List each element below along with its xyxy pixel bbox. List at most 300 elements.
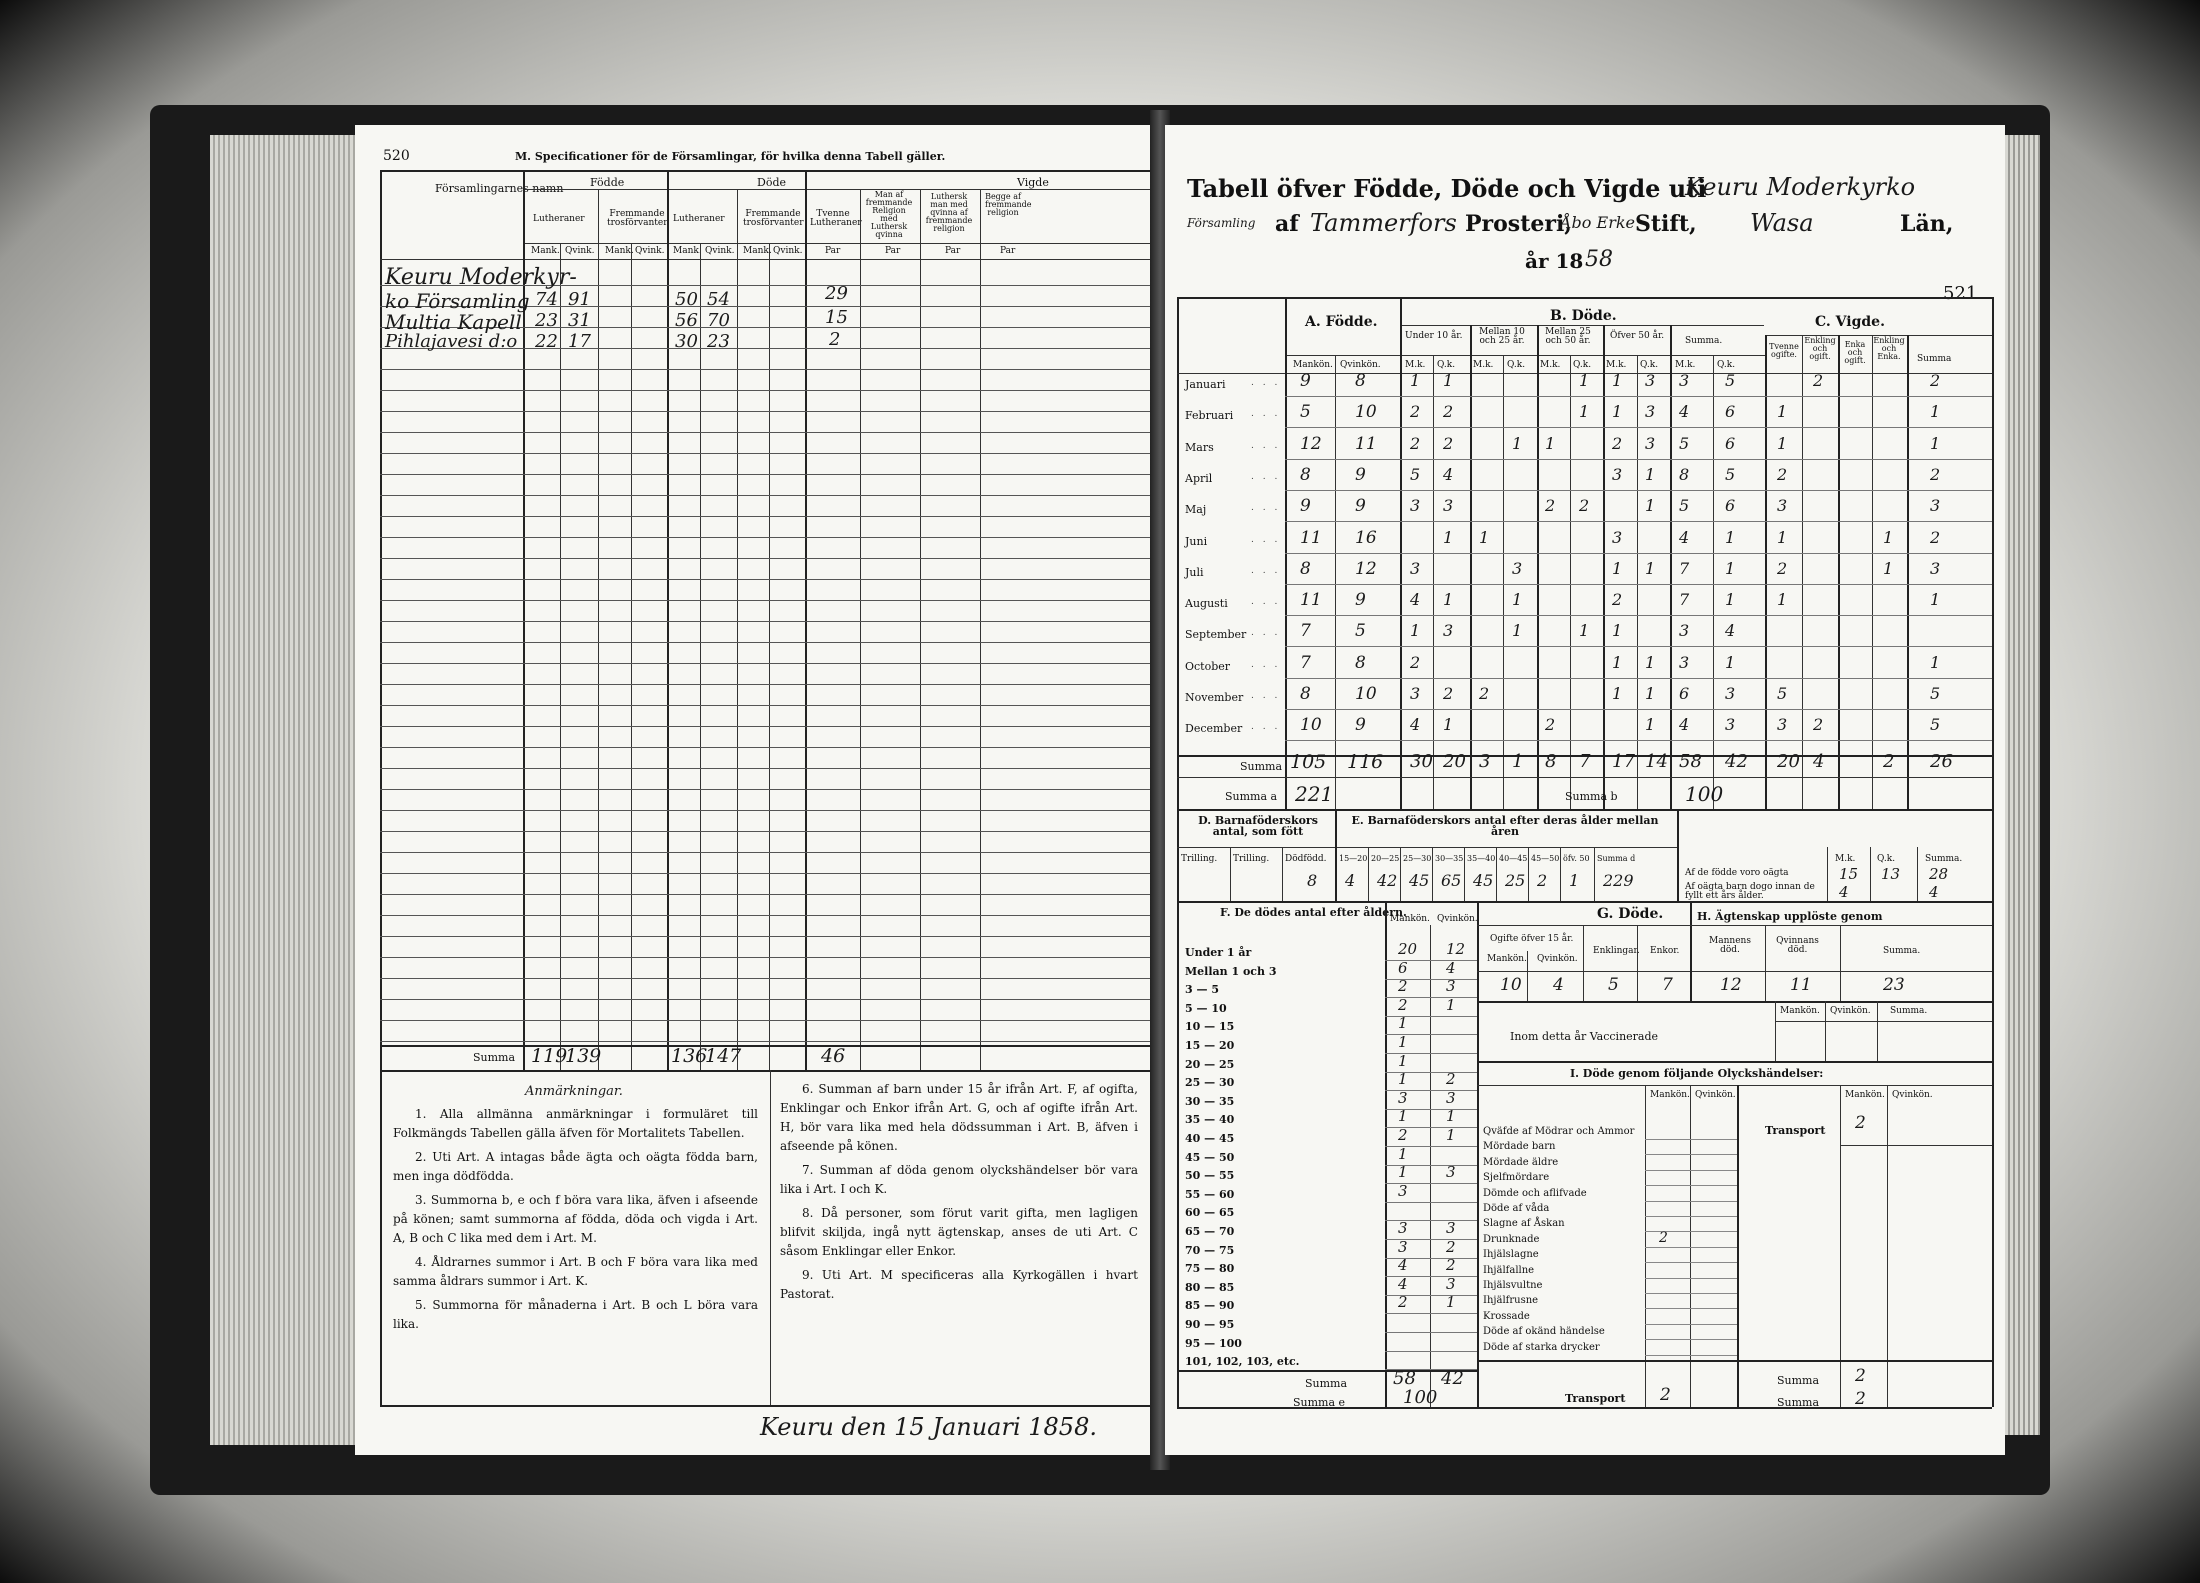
month-b-cell: 7 [1679,558,1690,578]
summa-dode-q: 147 [705,1045,742,1067]
month-b-cell: 3 [1612,527,1623,547]
month-b-cell: 1 [1612,652,1623,672]
month-c-cell: 1 [1777,590,1788,610]
accident-label: Ihjälsvultne [1483,1280,1543,1291]
e-val: 4 [1345,871,1356,890]
year-label: år 18 [1525,249,1584,273]
remarks-title: Anmärkningar. [525,1084,623,1099]
ruled-line [380,810,1150,811]
f-age-m: 3 [1398,1237,1408,1256]
ruled-line [380,411,1150,412]
month-label: Juni [1185,534,1208,548]
col-fodde: Födde [590,176,625,189]
month-c-cell: 1 [1930,652,1941,672]
year-hand: 58 [1585,247,1613,272]
title-stift-hand: Åbo Erke [1560,213,1636,232]
grid-line [1802,335,1803,809]
f-age-label: Mellan 1 och 3 [1185,964,1277,978]
month-c-cell: 2 [1930,464,1941,484]
f-age-q: 3 [1446,1274,1456,1293]
summa-b-cell: 1 [1512,751,1524,772]
f-rule [1385,1332,1477,1333]
summa-a-q: 116 [1347,751,1384,773]
f-age-m: 1 [1398,1163,1408,1182]
h-col: Summa. [1883,946,1921,956]
remark-item: 9. Uti Art. M specificeras alla Kyrkogällen i hvart Pastorat. [780,1268,1138,1301]
oagta-grid [1917,847,1918,901]
parish-dode-m: 30 [675,331,698,352]
summa-fodde-q: 139 [565,1045,602,1067]
sub-tvenne: Tvenne Lutheraner [810,209,862,228]
f-age-q: 1 [1446,1126,1456,1144]
grid-line [1872,335,1873,809]
month-b-cell: 8 [1679,464,1690,484]
sub-man-af: Man af fremmande Religion med Luthersk qvinna [865,190,913,239]
h-col: Mannens död. [1709,936,1751,955]
month-b-cell: 2 [1545,496,1556,516]
e-col: 20—25 [1371,854,1400,863]
a-qvinkon: Qvinkön. [1340,360,1381,370]
e-val: 229 [1603,871,1634,890]
g-col: Qvinkön. [1537,954,1578,964]
month-b-cell: 1 [1512,433,1523,453]
f-age-label: 80 — 85 [1185,1280,1235,1294]
accident-m: 2 [1659,1229,1668,1246]
month-c-cell: 3 [1930,496,1941,516]
lbl-qvink-2: Qvink. [635,246,665,256]
month-b-cell: 4 [1443,464,1454,484]
month-a-m: 7 [1300,652,1311,673]
f-age-label: 70 — 75 [1185,1243,1235,1257]
d-col: Dödfödd. [1285,854,1327,864]
lbl-qvink-1: Qvink. [565,246,595,256]
month-a-q: 12 [1355,558,1377,579]
month-b-cell: 1 [1645,464,1656,484]
f-age-label: 40 — 45 [1185,1132,1235,1145]
col-vigde: Vigde [1017,176,1049,189]
summa-b-cell: 3 [1479,751,1491,772]
f-age-q: 3 [1446,1219,1456,1237]
f-age-label: 50 — 55 [1185,1169,1235,1183]
summa-par: 46 [821,1045,846,1067]
f-age-label: 5 — 10 [1185,1001,1227,1015]
transport-label: Transport [1765,1124,1826,1137]
e-col: 15—20 [1339,854,1368,863]
parish-fodde-m: 74 [535,289,558,310]
month-c-cell: 3 [1777,496,1788,516]
section-f: F. De dödes antal efter åldern. [1220,906,1407,919]
title-prosteri: Prosteri, [1465,211,1572,237]
c-col: Enkling och Enka. [1873,336,1905,361]
d-val: 8 [1307,871,1318,890]
e-col: 25—30 [1403,854,1432,863]
left-page [355,125,1155,1455]
ruled-line [380,1020,1150,1021]
f-summa-m: 58 [1393,1368,1416,1389]
accident-rule [1645,1324,1737,1325]
month-a-q: 9 [1355,496,1366,517]
i-qvinkon-2: Qvinkön. [1892,1090,1933,1100]
h-val: 12 [1720,975,1742,995]
month-b-cell: 2 [1443,684,1454,703]
summa-b-cell: 14 [1645,751,1668,772]
remarks-left [393,1105,758,1339]
g-ogifte: Ogifte öfver 15 år. [1490,934,1574,944]
sub-luth-d: Lutheraner [673,214,725,224]
month-b-cell: 1 [1612,684,1623,703]
month-b-cell: 1 [1612,371,1623,390]
accident-label: Dömde och aflifvade [1483,1187,1587,1199]
f-age-m: 20 [1398,940,1418,958]
sub-begge: Begge af fremmande religion [985,192,1032,217]
f-rule [1385,1351,1477,1352]
g-col: Enkor. [1650,946,1680,956]
month-rule [1285,427,1992,428]
accident-rule [1645,1247,1737,1248]
month-b-cell: 4 [1410,715,1421,735]
sub-luth-man: Luthersk man med qvinna af fremmande religion [925,192,973,233]
i-mankon: Mankön. [1650,1090,1690,1100]
summa-b-cell: 7 [1579,751,1591,772]
accident-rule [1645,1262,1737,1263]
month-c-cell: 5 [1930,715,1941,735]
summa-a-m: 105 [1290,751,1327,773]
month-rule [1285,396,1992,397]
e-val: 25 [1505,871,1526,890]
month-dots: . . . [1251,628,1281,639]
ruled-line [380,579,1150,580]
summa-b-value: 100 [1685,782,1724,806]
month-b-cell: 6 [1725,496,1736,516]
ruled-line [380,894,1150,895]
accident-rule [1645,1154,1737,1155]
page-edges-right [2005,135,2040,1435]
page-number-right: 521 [1943,283,1978,304]
g-val: 5 [1608,975,1619,995]
lbl-mank-2: Mank. [605,246,634,256]
f-age-q: 1 [1446,1107,1456,1126]
summa-b-cell: 58 [1679,751,1702,772]
f-age-m: 2 [1398,977,1408,996]
summa-fodde-m: 119 [531,1045,568,1067]
f-age-m: 4 [1398,1256,1408,1275]
section-h: H. Ägtenskap upplöste genom [1697,910,1883,923]
month-a-m: 8 [1300,558,1311,579]
month-b-cell: 3 [1410,558,1421,578]
c-col: Enkling och ogift. [1804,336,1836,361]
f-qvinkon: Qvinkön. [1437,914,1478,924]
month-b-cell: 3 [1645,433,1656,453]
lbl-qvink-3: Qvink. [705,246,735,256]
c-col: Enka och ogift. [1844,340,1866,365]
b-summa: Summa. [1685,336,1723,346]
f-age-q: 3 [1446,1163,1456,1182]
section-e: E. Barnaföderskors antal efter deras ålder mellan åren [1351,814,1659,838]
month-b-cell: 1 [1479,527,1490,547]
month-rule [1285,584,1992,585]
lbl-mank-4: Mank. [743,246,772,256]
ruled-line [380,768,1150,769]
month-b-cell: 2 [1443,402,1454,422]
summa-i-m: 2 [1855,1366,1866,1386]
month-a-q: 8 [1355,371,1366,391]
month-b-cell: 1 [1443,590,1454,610]
month-b-cell: 3 [1725,715,1736,735]
month-a-m: 11 [1300,527,1322,548]
month-b-cell: 1 [1612,558,1623,578]
f-age-label: 30 — 35 [1185,1094,1235,1108]
f-age-label: 3 — 5 [1185,983,1219,997]
accident-rule [1645,1355,1737,1356]
accident-label: Krossade [1483,1310,1530,1322]
ruled-line [380,978,1150,979]
month-label: April [1185,471,1213,485]
accident-label: Döde af okänd händelse [1483,1326,1605,1338]
e-val: 42 [1377,871,1398,890]
f-age-m: 1 [1398,1051,1408,1070]
summa-b-label: Summa b [1565,790,1618,803]
month-c-cell: 1 [1777,433,1788,453]
oagta-v2: 4 [1929,883,1939,901]
f-age-m: 1 [1398,1014,1408,1033]
month-rule [1285,615,1992,616]
month-dots: . . . [1251,409,1281,420]
accident-rule [1645,1216,1737,1217]
summa-a-value: 221 [1295,782,1334,806]
ruled-line [380,873,1150,874]
f-age-label: 15 — 20 [1185,1039,1235,1052]
month-b-cell: 2 [1612,433,1623,453]
month-label: October [1185,659,1231,673]
summa-b-cell: 17 [1612,751,1635,772]
f-age-label: Under 1 år [1185,946,1252,959]
b-under10: Under 10 år. [1405,331,1463,341]
f-age-m: 1 [1398,1070,1408,1089]
accident-label: Drunknade [1483,1233,1540,1245]
d-col: Trilling. [1181,854,1218,864]
parish-row-name: Pihlajavesi d:o [385,331,518,352]
signature: Keuru den 15 Januari 1858. [760,1413,1097,1441]
month-b-cell: 1 [1645,652,1656,672]
month-b-cell: 4 [1410,590,1421,610]
f-rule [1385,1313,1477,1314]
f-age-label: 20 — 25 [1185,1057,1235,1071]
b-qk-label: Q.k. [1437,360,1456,370]
month-a-q: 5 [1355,621,1366,642]
month-b-cell: 2 [1579,496,1590,516]
month-a-m: 9 [1300,371,1311,391]
oagta-1: Af de födde voro oägta [1685,868,1789,878]
ruled-line [380,453,1150,454]
f-summa-e: 100 [1403,1387,1438,1408]
oagta-col: Summa. [1925,854,1963,864]
month-c-cell: 1 [1930,402,1941,422]
f-age-q: 3 [1446,1088,1456,1107]
month-b-cell: 2 [1410,402,1421,422]
summa-b-cell: 42 [1725,751,1748,772]
oagta-grid [1870,847,1871,901]
h-col: Qvinnans död. [1776,936,1819,955]
f-summa-q: 42 [1441,1368,1464,1389]
e-col: Summa d [1597,854,1636,863]
summa-c-cell: 4 [1813,751,1825,772]
f-age-m: 4 [1398,1274,1408,1293]
grid-line [1907,335,1909,809]
ruled-line [380,495,1150,496]
month-b-cell: 1 [1512,621,1523,641]
section-c: C. Vigde. [1815,314,1885,330]
e-col: 45—50 [1531,854,1560,863]
g-val: 4 [1553,975,1564,995]
grid-line [1603,325,1605,809]
transport-rule [1840,1145,1992,1146]
e-col: 30—35 [1435,854,1464,863]
ruled-line [380,915,1150,916]
month-c-cell: 1 [1883,558,1894,578]
f-age-m: 3 [1398,1088,1408,1107]
month-rule [1285,740,1992,741]
remark-item: 3. Summorna b, e och f böra vara lika, äfven i afseende på könen; samt summorna af födda, döda och vigda i Art. A, B och C lika med dem i Art. M. [393,1193,758,1245]
e-grid [1400,847,1401,901]
sub-frem-f: Fremmande trosförvanter [607,209,668,228]
transport-bottom-m: 2 [1660,1385,1671,1405]
month-a-q: 10 [1355,402,1377,423]
month-b-cell: 1 [1545,433,1556,453]
month-a-m: 7 [1300,621,1311,642]
vacc-col: Mankön. [1780,1006,1820,1016]
month-b-cell: 6 [1725,402,1736,422]
accident-label: Ihjälfallne [1483,1264,1535,1276]
right-page [1165,125,2005,1455]
month-rule [1285,709,1992,710]
ruled-line [380,957,1150,958]
f-age-q: 1 [1446,995,1456,1014]
month-b-cell: 1 [1443,527,1454,547]
f-age-label: 65 — 70 [1185,1225,1235,1238]
f-summa-label: Summa [1305,1377,1348,1390]
month-b-cell: 3 [1612,464,1623,484]
accident-label: Döde af starka drycker [1483,1341,1600,1353]
parish-par: 29 [825,283,848,304]
parish-dode-q: 70 [707,310,730,331]
f-age-label: 10 — 15 [1185,1020,1235,1034]
lbl-par-3: Par [945,246,961,256]
f-age-label: 35 — 40 [1185,1113,1235,1127]
f-age-label: 95 — 100 [1185,1336,1242,1350]
ruled-line [380,390,1150,391]
month-b-cell: 2 [1410,652,1421,672]
month-dots: . . . [1251,722,1281,733]
parish-fodde-q: 17 [568,331,591,352]
accident-rule [1645,1139,1737,1140]
f-age-q: 2 [1446,1256,1456,1275]
month-c-cell: 3 [1930,558,1941,578]
grid-line [1670,325,1672,809]
accident-label: Mördade äldre [1483,1156,1559,1168]
month-label: December [1185,722,1243,736]
month-b-cell: 3 [1443,496,1454,516]
b-mk-label: M.k. [1606,360,1627,370]
month-a-m: 8 [1300,684,1311,704]
remark-item: 7. Summan af döda genom olyckshändelser bör vara lika i Art. I och K. [780,1163,1138,1196]
parish-dode-q: 23 [707,331,730,352]
f-age-label: 60 — 65 [1185,1206,1235,1220]
lbl-par-1: Par [825,246,841,256]
lbl-par-2: Par [885,246,901,256]
section-d: D. Barnaföderskors antal, som fött [1198,814,1318,838]
ruled-line [380,432,1150,433]
month-b-cell: 1 [1645,715,1656,735]
month-b-cell: 1 [1645,684,1656,703]
ruled-line [380,600,1150,601]
month-b-cell: 1 [1443,715,1454,735]
f-age-m: 1 [1398,1033,1408,1051]
month-a-q: 9 [1355,464,1366,485]
month-a-q: 8 [1355,652,1366,673]
left-summa-label: Summa [473,1051,516,1064]
col-parish: Församlingarnes namn [435,182,564,195]
e-val: 45 [1473,871,1494,890]
month-rule [1285,521,1992,522]
month-a-q: 16 [1355,527,1377,548]
vacc-col: Summa. [1890,1006,1928,1016]
transport-bottom-label: Transport [1565,1392,1626,1405]
month-label: November [1185,691,1244,704]
month-c-cell: 2 [1777,464,1788,484]
c-col: Summa [1917,354,1952,364]
f-age-label: 75 — 80 [1185,1262,1235,1276]
accident-rule [1645,1308,1737,1309]
sub-frem-d: Fremmande trosförvanter [743,209,804,228]
e-val: 2 [1537,871,1548,890]
accident-label: Döde af våda [1483,1203,1550,1214]
c-col: Tvenne ogifte. [1769,342,1799,359]
month-b-cell: 2 [1612,590,1623,610]
ruled-line [380,1041,1150,1042]
oagta-grid [1827,847,1828,901]
section-a: A. Födde. [1305,314,1378,330]
f-age-q: 3 [1446,977,1456,996]
remark-item: 8. Då personer, som förut varit gifta, men lagligen blifvit skiljda, ingå nytt ägtenskap, anses de uti Art. C såsom Enklingar eller Enkor. [780,1206,1138,1258]
grid-line [1470,325,1472,809]
grid-line [1838,335,1840,809]
month-b-cell: 1 [1612,402,1623,422]
ruled-line [380,684,1150,685]
accident-label: Sjelfmördare [1483,1172,1550,1184]
month-b-cell: 1 [1645,558,1656,578]
ruled-line [380,558,1150,559]
month-b-cell: 1 [1579,371,1590,390]
section-b: B. Döde. [1550,308,1617,324]
month-c-cell: 2 [1930,527,1941,547]
remarks-right [780,1080,1138,1309]
remark-item: 6. Summan af barn under 15 år ifrån Art. F, af ogifta, Enklingar och Enkor ifrån Art. G, och af ogifte ifrån Art. H, bör vara lika med hela dödssumman i Art. B, äfven i afseende på könen. [780,1082,1138,1153]
parish-fodde-m: 23 [535,310,558,331]
parish-fodde-q: 91 [568,289,591,310]
ruled-line [380,663,1150,664]
f-age-q: 2 [1446,1070,1456,1089]
d-grid [1282,847,1283,901]
f-age-q: 4 [1446,958,1456,977]
oagta-col: Q.k. [1877,854,1896,864]
col-dode: Döde [757,176,786,189]
month-dots: . . . [1251,565,1281,576]
f-summa-rule [1177,1370,1477,1372]
month-b-cell: 5 [1725,464,1736,484]
month-dots: . . . [1251,534,1281,545]
parish-par: 15 [825,307,848,328]
month-b-cell: 5 [1410,464,1421,484]
